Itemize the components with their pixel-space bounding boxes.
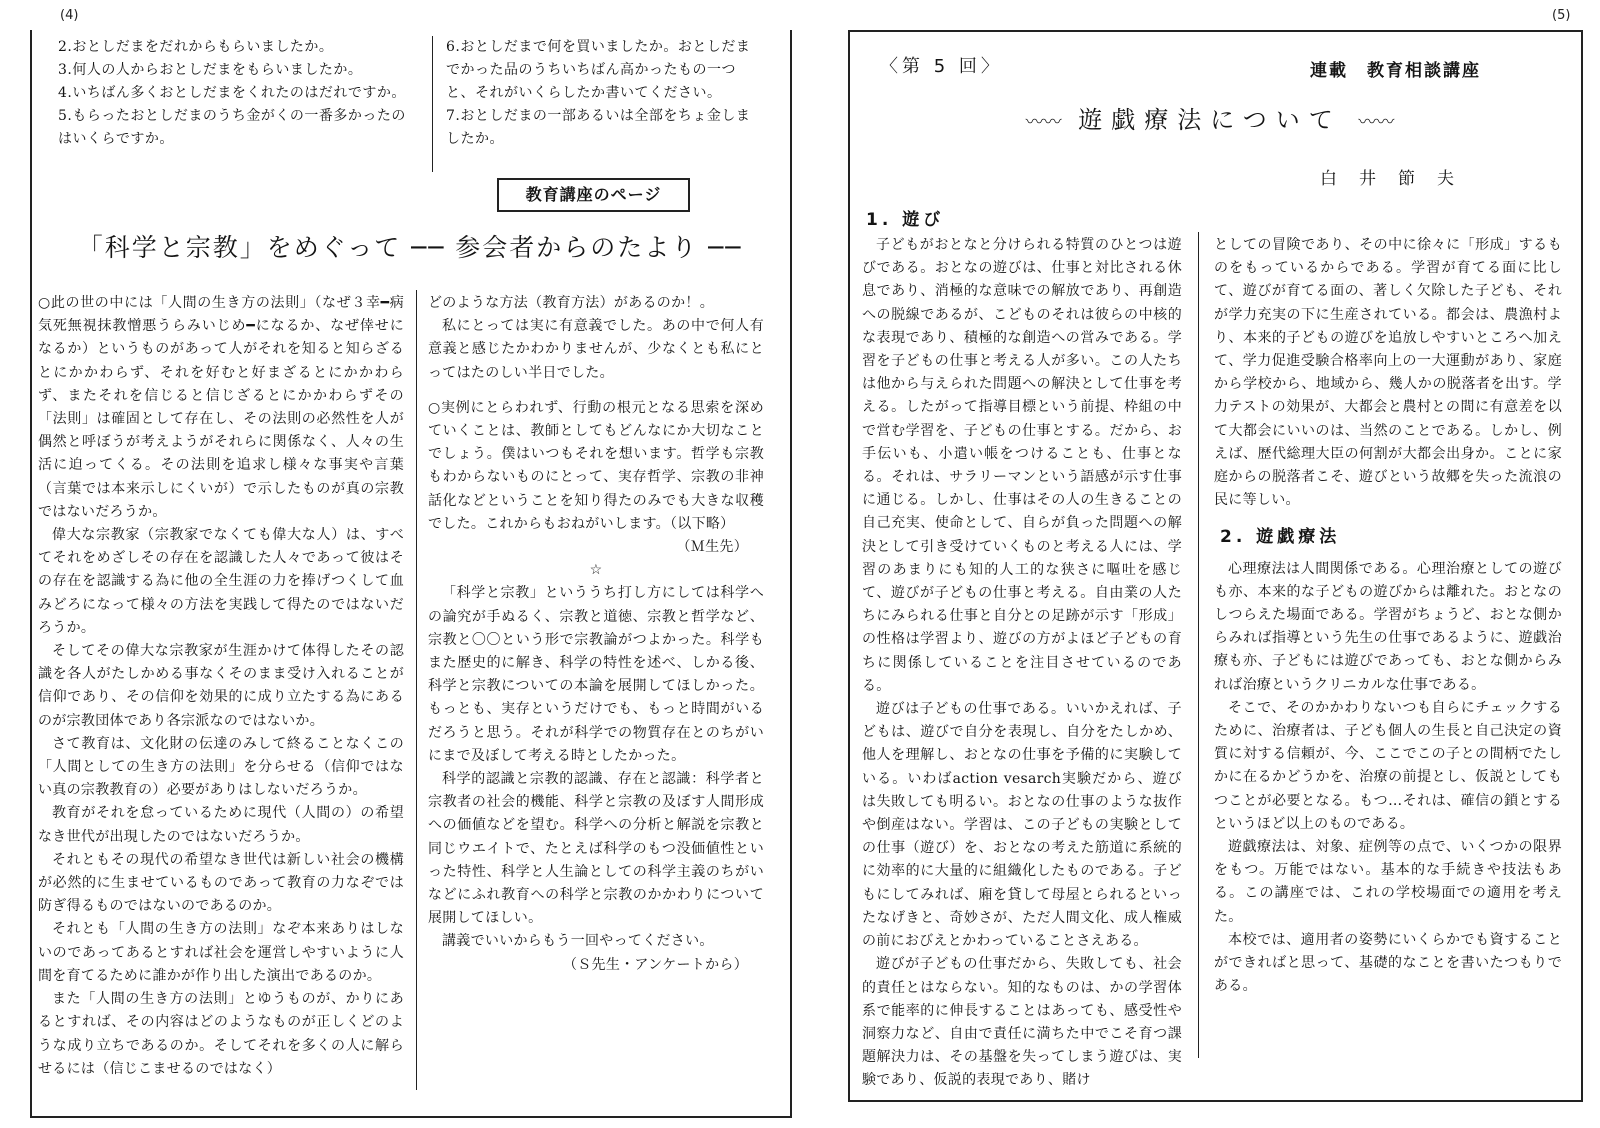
left-page-number: (4) — [60, 8, 79, 23]
essay-paragraph: 心理療法は人間関係である。心理治療としての遊びも亦、本来的な子どもの遊びからは離れた。おとなのしつらえた場面である。学習がちょうど、おとな側からみれば指導という先生の仕事であるように、遊戯治療も亦、子どもには遊びであっても、おとな側からみれば治療というクリニカルな仕事である。 — [1214, 560, 1562, 693]
wave-ornament-right: 〰〰 — [1358, 112, 1395, 133]
essay-column-1 — [862, 234, 1182, 1093]
right-page-number: (5) — [1552, 8, 1571, 23]
essay-paragraph: そこで、そのかかわりないつも自らにチェックするために、治療者は、子ども個人の生長と自己決定の資質に対する信頼が、今、ここでこの子との間柄でたしかに在るかどうかを、治療の前提とし、仮説としてもつことが必要となる。もつ…それは、確信の鎖とするというほど以上のものである。 — [1214, 699, 1562, 832]
signature: （Ｍ生先） — [676, 539, 748, 556]
essay-paragraph: 遊びが子どもの仕事だから、失敗しても、社会的責任とはならない。知的なものは、かの学習体系で能率的に伸長することはあっても、感受性や洞察力など、自由で責任に満ちた中でこそ育つ課題解決力は、その基盤を失ってしまう遊びは、実験であり、仮説的表現であり、賭け — [862, 956, 1182, 1089]
article-paragraph: また「人間の生き方の法則」とゆうものが、かりにあるとすれば、その内容はどのようなものが正しくどのような成り立ちであるのか。そしてそれを多くの人に解らせるには（信じこませるのではなく） — [38, 991, 404, 1077]
questions-column-2 — [446, 36, 764, 151]
essay-paragraph: 遊戯療法は、対象、症例等の点で、いくつかの限界をもつ。万能ではない。基本的な手続きや技法もある。この講座では、これの学校場面での適用を考えた。 — [1214, 839, 1562, 925]
article-paragraph: そしてその偉大な宗教家が生涯かけて体得したその認識を各人がたしかめる事なくそのまま受け入れることが信仰であり、その信仰を効果的に成り立たする為にあるのが宗教団体であり各宗派なのではないか。 — [38, 643, 404, 729]
article-title-row — [980, 100, 1440, 135]
question-item: 6.おとしだまで何を買いましたか。おとしだまでかった品のうちいちばん高かったもの一つと、それがいくらしたか書いてください。 — [446, 39, 751, 101]
article-column-1 — [38, 292, 404, 1081]
essay-paragraph: 遊びは子どもの仕事である。いいかえれば、子どもは、遊びで自分を表現し、自分をたしかめ、他人を理解し、おとなの仕事を予備的に実験している。いわばaction vesarch実験だから、遊びは失敗しても明るい。おとなの仕事のような抜作や倒産はない。学習は、この子どもの実験としての仕事（遊び）を、おとなの考えた筋道に系統的に効率的に大量的に組織化したものである。子どもにしてみれば、廂を貸して母屋とられるといったなげきと、奇妙さが、ただ人間文化、成人権威の前におびえとかわっていることさえある。 — [862, 701, 1182, 950]
question-item: 4.いちばん多くおとしだまをくれたのはだれですか。 — [58, 85, 406, 101]
article-paragraph: 偉大な宗教家（宗教家でなくても偉大な人）は、すべてそれをめざしその存在を認識した人々であって彼はその存在を認識する為に他の全生涯の力を捧げつくして血みどろになって様々の方法を実践して得たのではないだろうか。 — [38, 527, 404, 636]
article-paragraph: ○此の世の中には「人間の生き方の法則」（なぜ３幸━病気死無視抹教憎悪うらみいじめ━になるか、なぜ倖せになるか）というものがあって人がそれを知ると知らざるとにかかわらず、それを好むと好まざるとにかかわらず、またそれを信じると信じざるとにかかわらずその「法則」は確固として存在し、その法則の必然性を人が偶然と呼ぼうが考えようがそれらに関係なく、人々の生活に迫ってくる。その法則を追求し様々な事実や言葉（言葉では本来示しにくいが）で示したものが真の宗教ではないだろうか。 — [38, 295, 404, 520]
article-paragraph: ○実例にとらわれず、行動の根元となる思索を深めていくことは、教師としてもどんなにか大切なことでしょう。僕はいつもそれを想います。哲学も宗教もわからないものにとって、実存哲学、宗教の非神話化などということを知り得たのみでも大きな収穫でした。これからもおねがいします。（以下略） — [428, 399, 764, 532]
article-paragraph: 講義でいいからもう一回やってください。 — [442, 933, 714, 950]
left-column-divider — [416, 290, 417, 1090]
signature: （Ｓ先生・アンケートから） — [562, 956, 748, 973]
article-title: 遊戯療法について — [1078, 106, 1342, 134]
article-column-2 — [428, 292, 764, 977]
author-name: 白井節夫 — [1320, 169, 1476, 189]
series-number: 〈第 5 回〉 — [880, 56, 1003, 77]
article-paragraph: さて教育は、文化財の伝達のみして終ることなくこの「人間としての生き方の法則」を分らせる（信仰ではない真の宗教教育の）必要がありはしないだろうか。 — [38, 735, 404, 799]
essay-paragraph: 子どもがおとなと分けられる特質のひとつは遊びである。おとなの遊びは、仕事と対比される休息であり、消極的な意味での解放であり、再創造への脱線であるが、こどものそれは彼らの中核的な表現であり、積極的な創造への営みである。学習を子どもの仕事と考える人が多い。この人たちは他から与えられた問題への解決として仕事を考える。したがって指導目標という前提、枠組の中で営む学習を、子どもの仕事とする。だから、お手伝いも、小遣い帳をつけることも、仕事となる。それは、サラリーマンという語感が示す仕事に通じる。しかし、仕事はその人の生きることの自己充実、使命として、自らが負った問題への解決として引き受けていくものと考える人には、学習のあまりにも知的人工的な狭さに嘔吐を感じて、遊びが子どもの仕事と考える。自由業の人たちにみられる仕事と自分との足跡が示す「形成」の性格は学習より、遊びの方がよほど子どもの育ちに関係していることを注目させているのである。 — [862, 237, 1182, 694]
section-heading-2: 2. 遊戯療法 — [1220, 527, 1341, 548]
questions-column-1 — [58, 36, 416, 151]
article-paragraph: それともその現代の希望なき世代は新しい社会の機構が必然的に生ませているものであって教育の力なぞでは防ぎ得るものではないのであるのか。 — [38, 851, 404, 915]
article-paragraph: 「科学と宗教」といううち打し方にしては科学への論究が手ぬるく、宗教と道徳、宗教と哲学など、宗教と〇〇という形で宗教論がつよかった。科学もまた歴史的に解き、科学の特性を述べ、しかる後、科学と宗教についての本論を展開してほしかった。もっとも、実存というだけでも、もっと時間がいるだろうと思う。それが科学での物質存在とのちがいにまで及ぼして考える時としたかった。 — [428, 585, 764, 764]
essay-column-2 — [1214, 234, 1562, 999]
essay-paragraph: 本校では、適用者の姿勢にいくらかでも資することができればと思って、基礎的なことを書いたつもりである。 — [1214, 931, 1562, 995]
right-column-divider — [1198, 232, 1199, 1058]
question-item: 7.おとしだまの一部あるいは全部をちょ金しましたか。 — [446, 108, 751, 147]
question-item: 2.おとしだまをだれからもらいましたか。 — [58, 39, 334, 55]
article-paragraph: 科学的認識と宗教的認識、存在と認識：科学者と宗教者の社会的機能、科学と宗教の及ぼす人間形成への価値などを望む。科学への分析と解説を宗教と同じウエイトで、たとえば科学のもつ没価値性といった特性、科学と人生論としての科学主義のちがいなどにふれ教育への科学と宗教のかかわりについて展開してほしい。 — [428, 771, 764, 927]
section-badge: 教育講座のページ — [497, 178, 690, 212]
article-title: 「科学と宗教」をめぐって ── 参会者からのたより ── — [77, 233, 743, 262]
course-name: 連載 教育相談講座 — [1310, 61, 1481, 81]
question-item: 3.何人の人からおとしだまをもらいましたか。 — [58, 62, 363, 78]
article-paragraph: それとも「人間の生き方の法則」なぞ本来ありはしないのであってあるとすれば社会を運営しやすいように人間を育てるために誰かが作り出した演出であるのか。 — [38, 921, 404, 984]
article-paragraph: 教育がそれを怠っているために現代（人間の）の希望なき世代が出現したのではないだろうか。 — [38, 805, 404, 845]
wave-ornament-left: 〰〰 — [1025, 112, 1062, 133]
questions-divider — [432, 36, 433, 172]
article-paragraph: 私にとっては実に有意義でした。あの中で何人有意義と感じたかわかりませんが、少なくとも私にとってはたのしい半日でした。 — [428, 318, 764, 381]
essay-paragraph: としての冒険であり、その中に徐々に「形成」するものをもっているからである。学習が育てる面に比して、遊びが育てる面の、著しく欠除した子ども、それが学力充実の下に生産されている。都会は、農漁村より、本来的子どもの遊びを追放しやすいところへ加えて、学力促進受験合格率向上の一大運動があり、家庭から学校から、地域から、幾人かの脱落者を出す。学力テストの効果が、大都会と農村との間に有意差を以て大都会にいいのは、当然のことである。しかし、例えば、歴代総理大臣の何割が大都会出身か。ことに家庭からの脱落者こそ、遊びという故郷を失った流浪の民に等しい。 — [1214, 237, 1562, 509]
star-separator: ☆ — [589, 562, 603, 579]
section-heading-1: 1. 遊び — [866, 210, 945, 230]
question-item: 5.もらったおとしだまのうち金がくの一番多かったのはいくらですか。 — [58, 108, 406, 147]
article-paragraph: どのような方法（教育方法）があるのか！。 — [428, 295, 714, 311]
